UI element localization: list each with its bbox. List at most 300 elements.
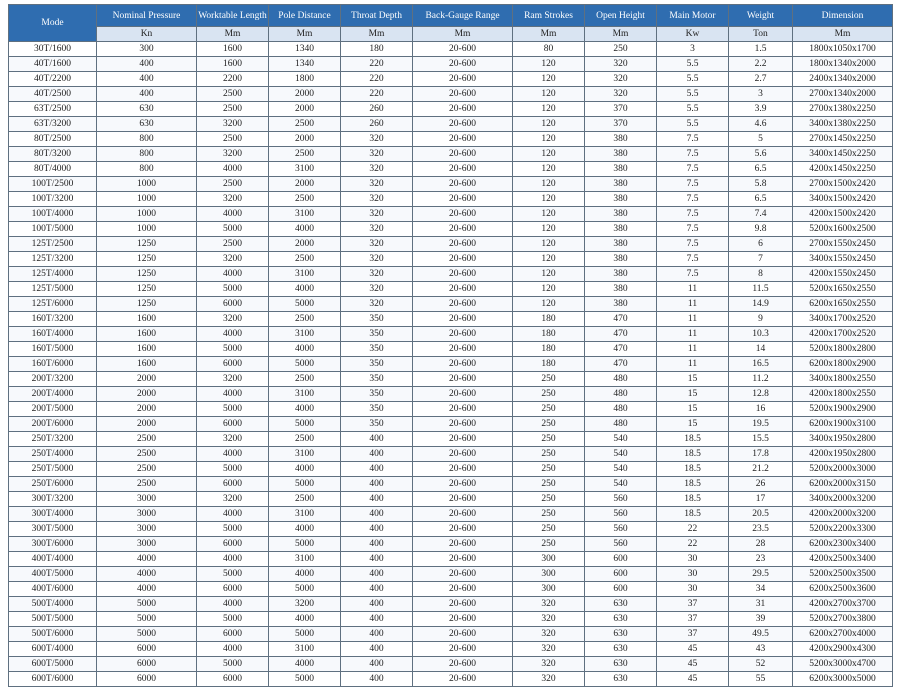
table-cell: 630 — [97, 102, 197, 117]
table-cell: 540 — [585, 462, 657, 477]
table-cell: 7.4 — [729, 207, 793, 222]
table-cell: 400 — [341, 672, 413, 687]
table-cell: 800 — [97, 147, 197, 162]
table-cell: 15 — [657, 387, 729, 402]
table-cell: 80 — [513, 42, 585, 57]
table-cell: 5000 — [269, 357, 341, 372]
table-cell: 4000 — [269, 657, 341, 672]
table-cell: 2500 — [97, 462, 197, 477]
table-cell: 5200x1800x2800 — [793, 342, 893, 357]
header-back-gauge-range: Back-Gauge Range — [413, 5, 513, 27]
table-cell: 20-600 — [413, 147, 513, 162]
table-cell: 370 — [585, 102, 657, 117]
table-cell: 37 — [657, 612, 729, 627]
model-cell: 500T/5000 — [9, 612, 97, 627]
table-cell: 20-600 — [413, 87, 513, 102]
table-cell: 2500 — [269, 117, 341, 132]
table-cell: 120 — [513, 87, 585, 102]
unit-cell: Kn — [97, 27, 197, 42]
table-cell: 20-600 — [413, 102, 513, 117]
table-body — [9, 42, 893, 687]
table-cell: 320 — [513, 672, 585, 687]
table-cell: 120 — [513, 207, 585, 222]
table-cell: 350 — [341, 327, 413, 342]
table-cell: 31 — [729, 597, 793, 612]
unit-cell: Ton — [729, 27, 793, 42]
table-cell: 30 — [657, 582, 729, 597]
table-cell: 4000 — [197, 552, 269, 567]
table-cell: 29.5 — [729, 567, 793, 582]
table-cell: 2500 — [197, 87, 269, 102]
table-cell: 320 — [585, 87, 657, 102]
table-cell: 180 — [513, 312, 585, 327]
table-cell: 6000 — [197, 357, 269, 372]
table-cell: 3100 — [269, 447, 341, 462]
table-cell: 17.8 — [729, 447, 793, 462]
table-cell: 7.5 — [657, 192, 729, 207]
table-cell: 30 — [657, 552, 729, 567]
table-cell: 380 — [585, 222, 657, 237]
table-cell: 11 — [657, 297, 729, 312]
table-row — [9, 657, 893, 672]
table-cell: 320 — [513, 657, 585, 672]
table-cell: 1600 — [97, 327, 197, 342]
table-cell: 300 — [513, 552, 585, 567]
model-cell: 250T/4000 — [9, 447, 97, 462]
table-row — [9, 207, 893, 222]
table-cell: 400 — [341, 447, 413, 462]
table-cell: 2700x1380x2250 — [793, 102, 893, 117]
table-row — [9, 312, 893, 327]
table-cell: 20-600 — [413, 477, 513, 492]
table-cell: 1000 — [97, 222, 197, 237]
table-cell: 250 — [513, 447, 585, 462]
table-cell: 350 — [341, 357, 413, 372]
table-cell: 800 — [97, 162, 197, 177]
table-cell: 1000 — [97, 177, 197, 192]
table-cell: 5.8 — [729, 177, 793, 192]
table-cell: 3200 — [197, 117, 269, 132]
table-cell: 300 — [97, 42, 197, 57]
table-cell: 320 — [341, 267, 413, 282]
table-cell: 7.5 — [657, 237, 729, 252]
table-row — [9, 612, 893, 627]
table-cell: 1250 — [97, 252, 197, 267]
table-cell: 400 — [341, 522, 413, 537]
table-cell: 400 — [341, 657, 413, 672]
table-cell: 20-600 — [413, 327, 513, 342]
model-cell: 160T/5000 — [9, 342, 97, 357]
table-cell: 4200x2700x3700 — [793, 597, 893, 612]
table-cell: 4200x1550x2450 — [793, 267, 893, 282]
table-row — [9, 507, 893, 522]
unit-cell: Mm — [413, 27, 513, 42]
table-row — [9, 177, 893, 192]
model-cell: 600T/6000 — [9, 672, 97, 687]
table-cell: 20-600 — [413, 507, 513, 522]
model-cell: 600T/4000 — [9, 642, 97, 657]
table-cell: 120 — [513, 162, 585, 177]
table-cell: 5200x2000x3000 — [793, 462, 893, 477]
table-cell: 3400x1450x2250 — [793, 147, 893, 162]
table-row — [9, 102, 893, 117]
table-cell: 45 — [657, 642, 729, 657]
model-cell: 125T/6000 — [9, 297, 97, 312]
table-cell: 2500 — [269, 312, 341, 327]
table-cell: 470 — [585, 327, 657, 342]
table-cell: 6200x2300x3400 — [793, 537, 893, 552]
table-cell: 350 — [341, 372, 413, 387]
table-cell: 350 — [341, 417, 413, 432]
table-row — [9, 417, 893, 432]
table-cell: 20-600 — [413, 657, 513, 672]
unit-cell: Mm — [197, 27, 269, 42]
table-cell: 5000 — [97, 627, 197, 642]
table-cell: 300 — [513, 567, 585, 582]
table-cell: 5000 — [269, 672, 341, 687]
table-cell: 20-600 — [413, 387, 513, 402]
model-cell: 500T/4000 — [9, 597, 97, 612]
table-cell: 3100 — [269, 327, 341, 342]
table-cell: 20-600 — [413, 42, 513, 57]
table-cell: 250 — [513, 492, 585, 507]
table-cell: 560 — [585, 492, 657, 507]
table-cell: 20-600 — [413, 342, 513, 357]
table-cell: 20-600 — [413, 462, 513, 477]
table-cell: 20-600 — [413, 492, 513, 507]
table-cell: 380 — [585, 237, 657, 252]
table-cell: 20-600 — [413, 522, 513, 537]
table-cell: 2000 — [269, 132, 341, 147]
table-cell: 20-600 — [413, 297, 513, 312]
model-cell: 63T/3200 — [9, 117, 97, 132]
table-cell: 380 — [585, 207, 657, 222]
spec-table — [8, 4, 893, 687]
table-cell: 2400x1340x2000 — [793, 72, 893, 87]
table-cell: 250 — [513, 432, 585, 447]
table-cell: 20-600 — [413, 642, 513, 657]
table-cell: 22 — [657, 537, 729, 552]
table-cell: 250 — [513, 477, 585, 492]
table-cell: 10.3 — [729, 327, 793, 342]
header-main-motor: Main Motor — [657, 5, 729, 27]
table-cell: 6000 — [197, 627, 269, 642]
table-cell: 350 — [341, 312, 413, 327]
table-cell: 20-600 — [413, 402, 513, 417]
table-cell: 400 — [341, 462, 413, 477]
table-cell: 320 — [341, 252, 413, 267]
table-cell: 120 — [513, 192, 585, 207]
table-cell: 120 — [513, 297, 585, 312]
table-cell: 45 — [657, 657, 729, 672]
table-cell: 220 — [341, 72, 413, 87]
table-cell: 5200x2200x3300 — [793, 522, 893, 537]
table-cell: 400 — [341, 567, 413, 582]
table-cell: 4200x2500x3400 — [793, 552, 893, 567]
table-row — [9, 462, 893, 477]
table-cell: 3200 — [197, 192, 269, 207]
table-cell: 560 — [585, 537, 657, 552]
table-cell: 20-600 — [413, 207, 513, 222]
table-cell: 4000 — [197, 207, 269, 222]
table-cell: 250 — [513, 462, 585, 477]
table-cell: 7.5 — [657, 162, 729, 177]
table-cell: 6000 — [97, 657, 197, 672]
table-cell: 3400x1800x2550 — [793, 372, 893, 387]
table-cell: 4000 — [97, 567, 197, 582]
table-cell: 6000 — [197, 417, 269, 432]
model-cell: 100T/4000 — [9, 207, 97, 222]
model-cell: 80T/2500 — [9, 132, 97, 147]
table-row — [9, 447, 893, 462]
table-cell: 320 — [341, 162, 413, 177]
table-cell: 400 — [341, 642, 413, 657]
table-cell: 400 — [341, 432, 413, 447]
table-cell: 400 — [341, 507, 413, 522]
table-cell: 2.7 — [729, 72, 793, 87]
model-cell: 40T/2200 — [9, 72, 97, 87]
table-cell: 55 — [729, 672, 793, 687]
table-cell: 320 — [341, 177, 413, 192]
table-cell: 4000 — [269, 612, 341, 627]
table-cell: 120 — [513, 57, 585, 72]
table-cell: 6200x3000x5000 — [793, 672, 893, 687]
table-cell: 400 — [341, 552, 413, 567]
table-row — [9, 192, 893, 207]
header-row — [9, 5, 893, 27]
table-cell: 3400x1500x2420 — [793, 192, 893, 207]
table-cell: 380 — [585, 267, 657, 282]
table-cell: 600 — [585, 582, 657, 597]
table-cell: 800 — [97, 132, 197, 147]
table-cell: 1600 — [97, 312, 197, 327]
table-cell: 2500 — [97, 447, 197, 462]
table-row — [9, 387, 893, 402]
table-cell: 11.5 — [729, 282, 793, 297]
table-cell: 180 — [513, 342, 585, 357]
unit-cell: Mm — [585, 27, 657, 42]
model-cell: 500T/6000 — [9, 627, 97, 642]
table-cell: 4200x2000x3200 — [793, 507, 893, 522]
table-cell: 4200x1950x2800 — [793, 447, 893, 462]
table-row — [9, 537, 893, 552]
model-cell: 160T/3200 — [9, 312, 97, 327]
table-cell: 6000 — [97, 672, 197, 687]
table-cell: 3000 — [97, 507, 197, 522]
unit-cell: Kw — [657, 27, 729, 42]
table-cell: 600 — [585, 552, 657, 567]
table-cell: 23.5 — [729, 522, 793, 537]
table-cell: 2500 — [197, 237, 269, 252]
table-cell: 630 — [97, 117, 197, 132]
table-cell: 350 — [341, 342, 413, 357]
table-cell: 1000 — [97, 192, 197, 207]
table-cell: 120 — [513, 282, 585, 297]
header-weight: Weight — [729, 5, 793, 27]
table-cell: 540 — [585, 447, 657, 462]
table-cell: 2500 — [269, 192, 341, 207]
table-cell: 6000 — [197, 477, 269, 492]
table-cell: 3.9 — [729, 102, 793, 117]
table-cell: 6200x2500x3600 — [793, 582, 893, 597]
table-cell: 540 — [585, 477, 657, 492]
table-row — [9, 147, 893, 162]
unit-cell: Mm — [793, 27, 893, 42]
table-cell: 20-600 — [413, 177, 513, 192]
table-cell: 320 — [513, 612, 585, 627]
table-cell: 5.5 — [657, 57, 729, 72]
table-row — [9, 342, 893, 357]
model-cell: 125T/3200 — [9, 252, 97, 267]
model-cell: 200T/3200 — [9, 372, 97, 387]
table-cell: 7.5 — [657, 267, 729, 282]
table-cell: 2000 — [269, 177, 341, 192]
model-cell: 300T/4000 — [9, 507, 97, 522]
table-cell: 5000 — [197, 462, 269, 477]
model-cell: 250T/6000 — [9, 477, 97, 492]
table-cell: 380 — [585, 252, 657, 267]
table-cell: 52 — [729, 657, 793, 672]
table-cell: 11 — [657, 327, 729, 342]
table-cell: 1250 — [97, 282, 197, 297]
table-cell: 18.5 — [657, 447, 729, 462]
table-cell: 5000 — [97, 612, 197, 627]
table-cell: 20-600 — [413, 417, 513, 432]
table-cell: 300 — [513, 582, 585, 597]
table-cell: 2000 — [269, 102, 341, 117]
unit-cell: Mm — [269, 27, 341, 42]
table-cell: 4200x1450x2250 — [793, 162, 893, 177]
table-row — [9, 522, 893, 537]
header-mode: Mode — [9, 5, 97, 42]
table-cell: 320 — [513, 627, 585, 642]
table-cell: 20-600 — [413, 372, 513, 387]
table-row — [9, 492, 893, 507]
table-cell: 20-600 — [413, 117, 513, 132]
table-row — [9, 597, 893, 612]
header-nominal-pressure: Nominal Pressure — [97, 5, 197, 27]
table-cell: 7 — [729, 252, 793, 267]
table-cell: 20-600 — [413, 222, 513, 237]
table-cell: 6 — [729, 237, 793, 252]
table-cell: 3000 — [97, 537, 197, 552]
table-cell: 4000 — [269, 282, 341, 297]
table-cell: 20-600 — [413, 582, 513, 597]
table-row — [9, 402, 893, 417]
table-cell: 20-600 — [413, 537, 513, 552]
table-cell: 6000 — [197, 582, 269, 597]
table-cell: 4000 — [197, 162, 269, 177]
table-cell: 20-600 — [413, 162, 513, 177]
table-cell: 6200x2700x4000 — [793, 627, 893, 642]
table-cell: 120 — [513, 222, 585, 237]
table-cell: 3400x1700x2520 — [793, 312, 893, 327]
table-cell: 320 — [341, 132, 413, 147]
table-cell: 400 — [341, 597, 413, 612]
unit-cell: Mm — [341, 27, 413, 42]
table-cell: 120 — [513, 237, 585, 252]
unit-cell: Mm — [513, 27, 585, 42]
table-cell: 5000 — [197, 402, 269, 417]
table-cell: 28 — [729, 537, 793, 552]
table-cell: 20-600 — [413, 252, 513, 267]
table-cell: 20-600 — [413, 432, 513, 447]
table-cell: 1600 — [97, 357, 197, 372]
table-cell: 1600 — [197, 42, 269, 57]
table-cell: 7.5 — [657, 132, 729, 147]
table-cell: 380 — [585, 192, 657, 207]
table-cell: 260 — [341, 117, 413, 132]
table-cell: 5 — [729, 132, 793, 147]
model-cell: 300T/5000 — [9, 522, 97, 537]
table-cell: 15 — [657, 417, 729, 432]
table-cell: 380 — [585, 297, 657, 312]
table-cell: 3100 — [269, 642, 341, 657]
table-cell: 6.5 — [729, 192, 793, 207]
table-cell: 320 — [585, 72, 657, 87]
table-cell: 11 — [657, 282, 729, 297]
model-cell: 200T/5000 — [9, 402, 97, 417]
model-cell: 300T/3200 — [9, 492, 97, 507]
table-cell: 3 — [729, 87, 793, 102]
table-cell: 5000 — [197, 657, 269, 672]
table-cell: 6200x2000x3150 — [793, 477, 893, 492]
model-cell: 100T/3200 — [9, 192, 97, 207]
table-cell: 2000 — [97, 387, 197, 402]
table-cell: 19.5 — [729, 417, 793, 432]
table-cell: 6200x1650x2550 — [793, 297, 893, 312]
table-cell: 3200 — [197, 432, 269, 447]
table-cell: 480 — [585, 387, 657, 402]
table-cell: 630 — [585, 612, 657, 627]
model-cell: 200T/4000 — [9, 387, 97, 402]
table-cell: 4000 — [197, 327, 269, 342]
table-cell: 6000 — [97, 642, 197, 657]
table-cell: 400 — [341, 612, 413, 627]
table-cell: 5200x1600x2500 — [793, 222, 893, 237]
table-cell: 2000 — [97, 402, 197, 417]
model-cell: 400T/6000 — [9, 582, 97, 597]
table-cell: 120 — [513, 177, 585, 192]
table-cell: 3200 — [269, 597, 341, 612]
table-cell: 11.2 — [729, 372, 793, 387]
table-row — [9, 72, 893, 87]
table-cell: 5200x1900x2900 — [793, 402, 893, 417]
table-cell: 5.5 — [657, 87, 729, 102]
table-cell: 5000 — [269, 627, 341, 642]
table-cell: 2000 — [97, 372, 197, 387]
table-row — [9, 132, 893, 147]
table-cell: 5000 — [197, 222, 269, 237]
table-cell: 120 — [513, 72, 585, 87]
table-cell: 20-600 — [413, 57, 513, 72]
table-cell: 20-600 — [413, 597, 513, 612]
table-cell: 1800 — [269, 72, 341, 87]
table-cell: 4200x1800x2550 — [793, 387, 893, 402]
table-cell: 320 — [341, 222, 413, 237]
table-cell: 1600 — [197, 57, 269, 72]
table-cell: 37 — [657, 627, 729, 642]
table-cell: 15 — [657, 402, 729, 417]
table-cell: 320 — [341, 237, 413, 252]
header-open-height: Open Height — [585, 5, 657, 27]
table-cell: 4.6 — [729, 117, 793, 132]
header-dimension: Dimension — [793, 5, 893, 27]
table-cell: 18.5 — [657, 477, 729, 492]
table-cell: 21.2 — [729, 462, 793, 477]
table-cell: 2500 — [269, 147, 341, 162]
table-cell: 20-600 — [413, 72, 513, 87]
